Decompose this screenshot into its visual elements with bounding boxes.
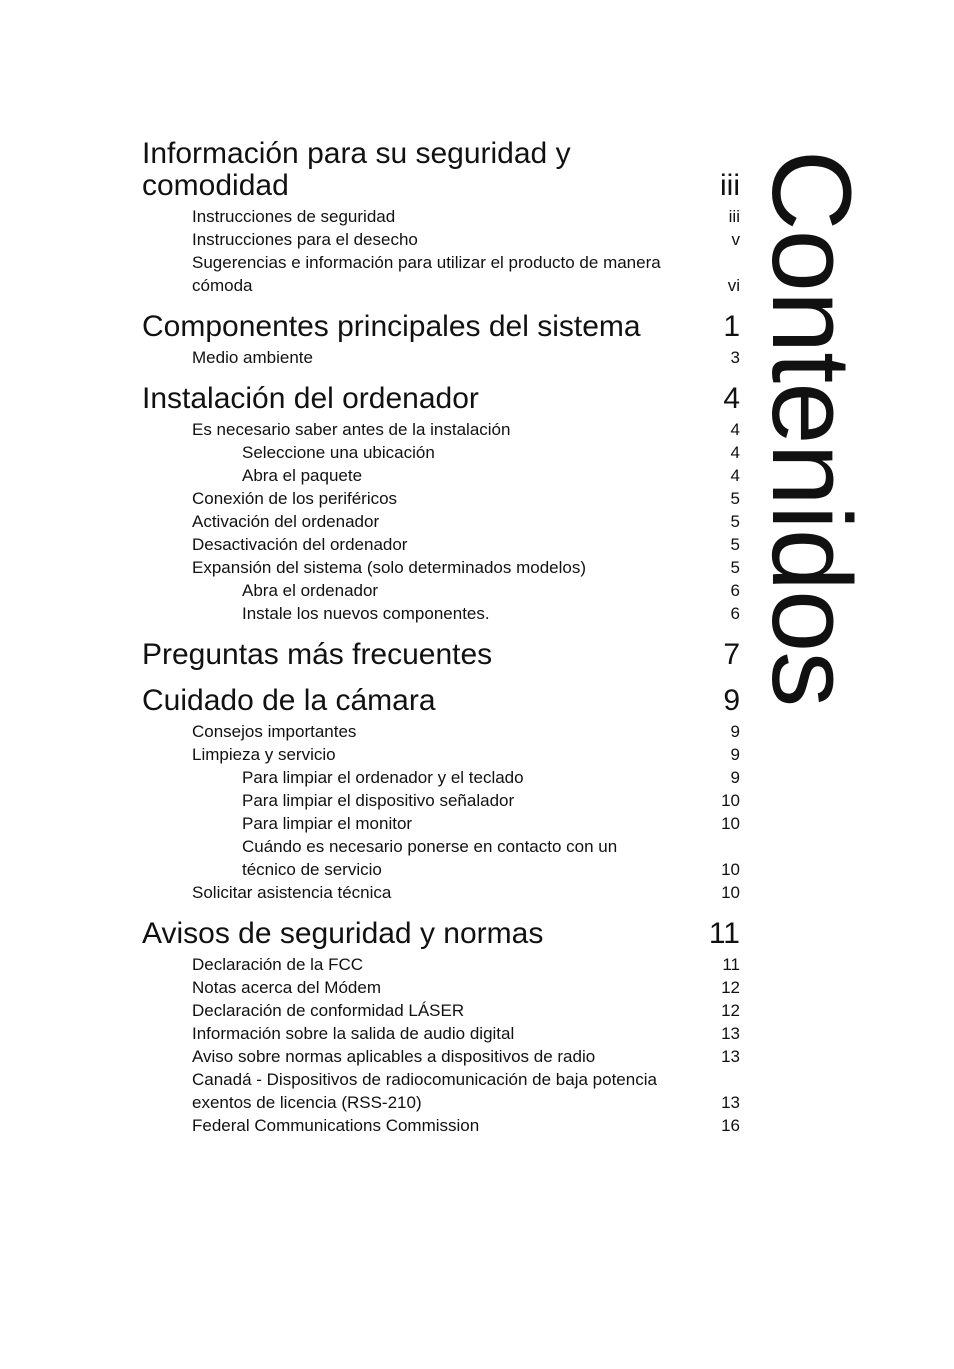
entry-page-number: 10 [721,814,740,833]
toc-chapter-entry[interactable] [142,685,740,717]
entry-title: Aviso sobre normas aplicables a dispositivos de radio [192,1047,596,1066]
entry-page-number: 9 [730,722,740,741]
toc-subsection-entry[interactable] [142,835,740,881]
entry-title: Instrucciones para el desecho [192,230,418,249]
toc-subsection-entry[interactable] [142,602,740,625]
toc-subsection-entry[interactable] [142,789,740,812]
entry-title: Activación del ordenador [192,512,380,531]
entry-page-number: 13 [721,1047,740,1066]
toc-section-entry[interactable] [142,953,740,976]
entry-title: Para limpiar el monitor [242,814,413,833]
toc-subsection-entry[interactable] [142,464,740,487]
toc-section [142,311,740,369]
toc-section-entry[interactable] [142,533,740,556]
toc-section-entry[interactable] [142,418,740,441]
entry-page-number: 13 [721,1024,740,1043]
toc-chapter-entry[interactable] [142,918,740,950]
toc-section-entry[interactable] [142,999,740,1022]
entry-page-number: 5 [730,558,740,577]
chapter-title: Avisos de seguridad y normas [142,917,544,950]
toc-section-entry[interactable] [142,976,740,999]
toc-section-entry[interactable] [142,881,740,904]
toc-section-entry[interactable] [142,346,740,369]
entry-title: Seleccione una ubicación [242,443,435,462]
entry-page-number: 5 [730,489,740,508]
entry-page-number: 16 [721,1116,740,1135]
toc-section-entry[interactable] [142,487,740,510]
toc-subsection-entry[interactable] [142,441,740,464]
toc-section-entry[interactable] [142,251,740,297]
toc-section [142,138,740,297]
toc-section [142,685,740,904]
entry-page-number: vi [727,276,740,295]
entry-page-number: 13 [721,1093,740,1112]
entry-page-number: 10 [721,860,740,879]
toc-subsection-entry[interactable] [142,579,740,602]
entry-title: Abra el ordenador [242,581,379,600]
table-of-contents [142,138,740,1151]
toc-section-entry[interactable] [142,556,740,579]
entry-title: Solicitar asistencia técnica [192,883,392,902]
entry-page-number: 10 [721,883,740,902]
entry-title: Para limpiar el ordenador y el teclado [242,768,524,787]
chapter-page-number: iii [720,169,740,202]
entry-page-number: 4 [730,420,740,439]
entry-title: Limpieza y servicio [192,745,336,764]
entry-title: Desactivación del ordenador [192,535,408,554]
entry-page-number: 12 [721,978,740,997]
entry-page-number: 9 [730,768,740,787]
entry-title: Información sobre la salida de audio digital [192,1024,515,1043]
chapter-page-number: 1 [723,310,740,343]
entry-title: Abra el paquete [242,466,363,485]
toc-section [142,383,740,625]
toc-section-entry[interactable] [142,720,740,743]
toc-section-entry[interactable] [142,1068,740,1114]
entry-title: Expansión del sistema (solo determinados modelos) [192,558,587,577]
toc-subsection-entry[interactable] [142,766,740,789]
page-title-text: Contenidos [749,149,874,707]
entry-page-number: 3 [730,348,740,367]
chapter-title: Preguntas más frecuentes [142,638,493,671]
toc-section-entry[interactable] [142,743,740,766]
entry-page-number: 10 [721,791,740,810]
entry-title: Federal Communications Commission [192,1116,480,1135]
toc-section-entry[interactable] [142,228,740,251]
chapter-page-number: 9 [723,684,740,717]
entry-page-number: iii [728,207,740,226]
toc-chapter-entry[interactable] [142,311,740,343]
entry-page-number: 6 [730,604,740,623]
toc-section-entry[interactable] [142,1045,740,1068]
entry-title: Conexión de los periféricos [192,489,398,508]
entry-page-number: 9 [730,745,740,764]
entry-title: Notas acerca del Módem [192,978,381,997]
toc-section [142,639,740,671]
entry-page-number: v [731,230,740,249]
chapter-title: Cuidado de la cámara [142,684,436,717]
entry-title: Declaración de conformidad LÁSER [192,1001,465,1020]
chapter-page-number: 4 [723,382,740,415]
entry-title: Instale los nuevos componentes. [242,604,490,623]
toc-chapter-entry[interactable] [142,639,740,671]
chapter-title: Información para su seguridad y comodidad [142,137,571,202]
chapter-page-number: 11 [708,917,740,950]
toc-section-entry[interactable] [142,510,740,533]
toc-chapter-entry[interactable] [142,383,740,415]
page-title [749,138,874,718]
toc-section-entry[interactable] [142,1114,740,1137]
entry-title: Instrucciones de seguridad [192,207,396,226]
chapter-title: Componentes principales del sistema [142,310,641,343]
entry-title: Para limpiar el dispositivo señalador [242,791,515,810]
toc-section-entry[interactable] [142,1022,740,1045]
entry-title: Consejos importantes [192,722,357,741]
entry-page-number: 5 [730,512,740,531]
entry-title: Cuándo es necesario ponerse en contacto con un técnico de servicio [242,837,618,879]
entry-page-number: 11 [722,955,740,974]
toc-section-entry[interactable] [142,205,740,228]
entry-page-number: 4 [730,443,740,462]
entry-page-number: 5 [730,535,740,554]
chapter-page-number: 7 [723,638,740,671]
entry-page-number: 4 [730,466,740,485]
toc-section [142,918,740,1137]
entry-title: Medio ambiente [192,348,313,367]
entry-page-number: 12 [721,1001,740,1020]
entry-title: Canadá - Dispositivos de radiocomunicación de baja potencia exentos de licencia (RSS-210) [192,1070,657,1112]
chapter-title: Instalación del ordenador [142,382,479,415]
toc-subsection-entry[interactable] [142,812,740,835]
toc-chapter-entry[interactable] [142,138,740,202]
entry-title: Declaración de la FCC [192,955,364,974]
entry-page-number: 6 [730,581,740,600]
entry-title: Sugerencias e información para utilizar el producto de manera cómoda [192,253,661,295]
entry-title: Es necesario saber antes de la instalación [192,420,511,439]
